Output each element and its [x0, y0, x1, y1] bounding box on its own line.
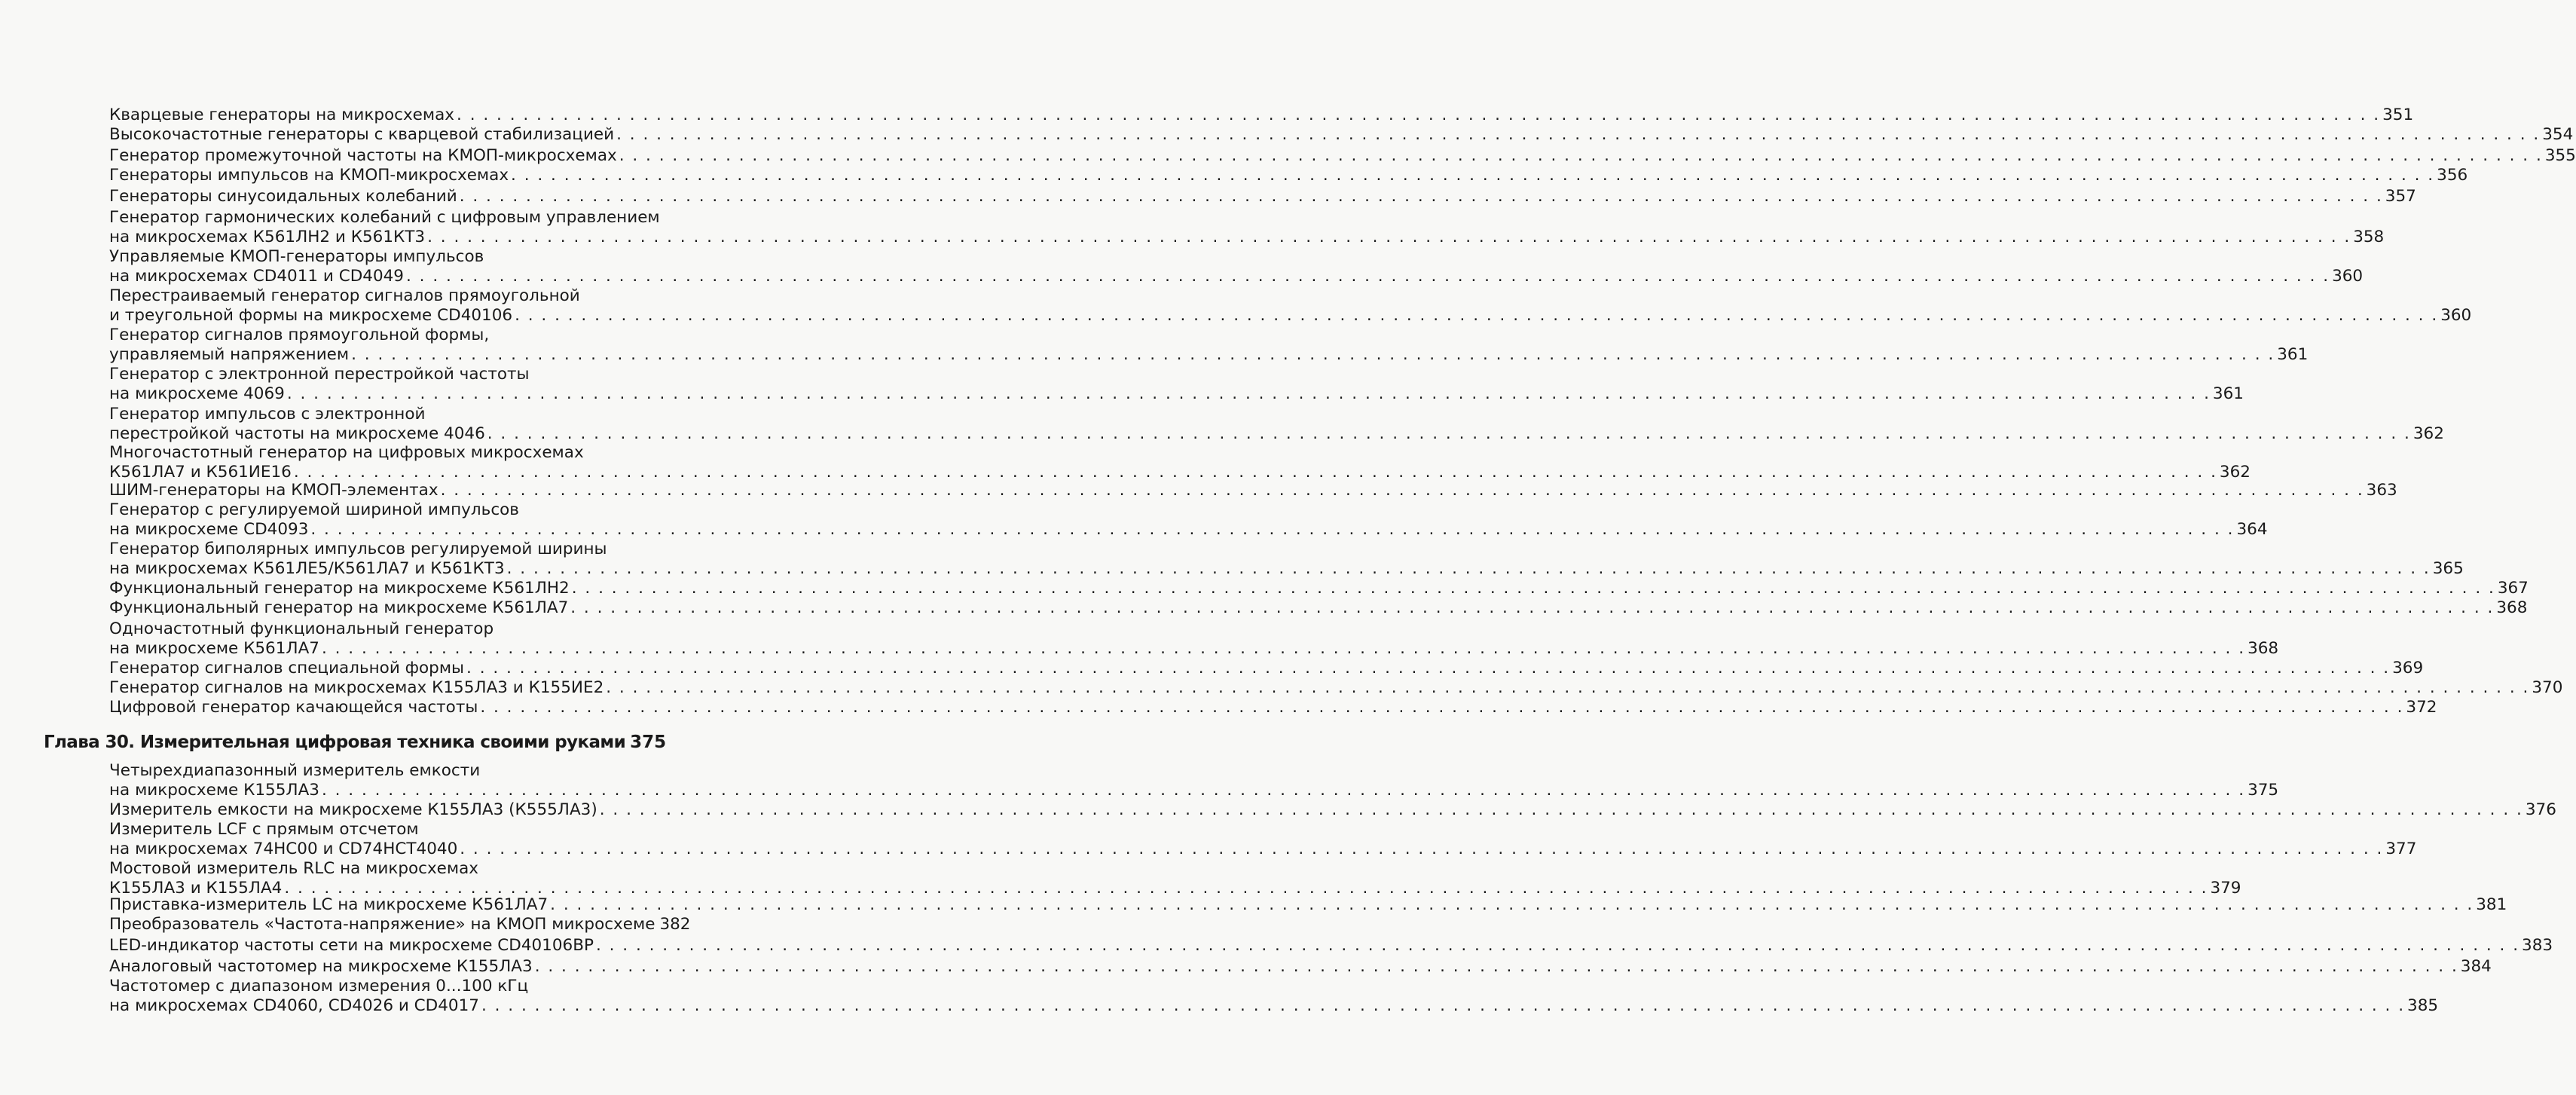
toc-entry-row: [109, 187, 2416, 206]
dot-leader: . . . . . . . . . . . . . . . . . . . . . . . . . . . . . . . . . . . . . . . . . . . . . . . . . . . . . . . . . . . . . . . . . . . . . . . . . . . . . . . . . . . . . . . . . . . . . . . . . . . . . . . . . . . . . . . . . . . . . . . . . . . . . . . . . . . . . . . . . . . . . . . . .: [534, 957, 2458, 976]
chapter-heading: [44, 731, 665, 754]
toc-entry: [109, 443, 2251, 482]
dot-leader: . . . . . . . . . . . . . . . . . . . . . . . . . . . . . . . . . . . . . . . . . . . . . . . . . . . . . . . . . . . . . . . . . . . . . . . . . . . . . . . . . . . . . . . . . . . . . . . . . . . . . . . . . . . . . . . . . . . . . . . . . . . . . . . . . . . . . . . . . . . . . . . . .: [351, 345, 2275, 364]
toc-entry-row: [109, 579, 2529, 598]
toc-page-number: 351: [2382, 106, 2414, 124]
toc-page-number: 355: [2544, 146, 2576, 165]
dot-leader: . . . . . . . . . . . . . . . . . . . . . . . . . . . . . . . . . . . . . . . . . . . . . . . . . . . . . . . . . . . . . . . . . . . . . . . . . . . . . . . . . . . . . . . . . . . . . . . . . . . . . . . . . . . . . . . . . . . . . . . . . . . . . . . . . . . . . . . . . . . . . . . . .: [550, 895, 2474, 914]
toc-entry-row: [109, 228, 2385, 247]
toc-entry-text: Мостовой измеритель RLC на микросхемах: [109, 859, 479, 878]
dot-leader: . . . . . . . . . . . . . . . . . . . . . . . . . . . . . . . . . . . . . . . . . . . . . . . . . . . . . . . . . . . . . . . . . . . . . . . . . . . . . . . . . . . . . . . . . . . . . . . . . . . . . . . . . . . . . . . . . . . . . . . . . . . . . . . . . . . . . . . . . . . . . . . . .: [595, 936, 2520, 955]
toc-entry: [109, 895, 2507, 915]
toc-entry-text: Одночастотный функциональный генератор: [109, 619, 494, 638]
toc-page-number: 361: [2212, 384, 2244, 403]
toc-entry-row: [109, 781, 2279, 800]
toc-entry: [109, 659, 2424, 678]
toc-entry-text: Генератор гармонических колебаний с цифровым управлением: [109, 208, 660, 227]
dot-leader: . . . . . . . . . . . . . . . . . . . . . . . . . . . . . . . . . . . . . . . . . . . . . . . . . . . . . . . . . . . . . . . . . . . . . . . . . . . . . . . . . . . . . . . . . . . . . . . . . . . . . . . . . . . . . . . . . . . . . . . . . . . . . . . . . . . . . . . . . . . . . . . . .: [616, 125, 2541, 144]
toc-page-number: 362: [2413, 424, 2444, 443]
toc-page-number: 381: [2476, 895, 2507, 914]
toc-page-number: 370: [2532, 678, 2563, 697]
toc-entry-text: Генератор с регулируемой шириной импульсов: [109, 500, 519, 519]
dot-leader: . . . . . . . . . . . . . . . . . . . . . . . . . . . . . . . . . . . . . . . . . . . . . . . . . . . . . . . . . . . . . . . . . . . . . . . . . . . . . . . . . . . . . . . . . . . . . . . . . . . . . . . . . . . . . . . . . . . . . . . . . . . . . . . . . . . . . . . . . . . . . . . . .: [606, 678, 2530, 697]
toc-entry-text: Генераторы импульсов на КМОП-микросхемах: [109, 166, 509, 185]
toc-entry-row: [109, 125, 2574, 145]
dot-leader: . . . . . . . . . . . . . . . . . . . . . . . . . . . . . . . . . . . . . . . . . . . . . . . . . . . . . . . . . . . . . . . . . . . . . . . . . . . . . . . . . . . . . . . . . . . . . . . . . . . . . . . . . . . . . . . . . . . . . . . . . . . . . . . . . . . . . . . . . . . . . . . . .: [310, 520, 2235, 539]
toc-entry-text: и треугольной формы на микросхеме CD40106: [109, 306, 513, 325]
toc-entry: [109, 187, 2416, 206]
toc-entry-row: [109, 915, 691, 934]
dot-leader: . . . . . . . . . . . . . . . . . . . . . . . . . . . . . . . . . . . . . . . . . . . . . . . . . . . . . . . . . . . . . . . . . . . . . . . . . . . . . . . . . . . . . . . . . . . . . . . . . . . . . . . . . . . . . . . . . . . . . . . . . . . . . . . . . . . . . . . . . . . . . . . . .: [480, 698, 2404, 717]
toc-entry: [109, 915, 691, 934]
toc-entry-row: [109, 996, 2439, 1016]
toc-page-number: 358: [2353, 228, 2385, 246]
toc-entry: [109, 365, 2244, 404]
toc-entry: [109, 619, 2279, 659]
toc-entry: [109, 125, 2574, 145]
toc-entry-text: К155ЛА3 и К155ЛА4: [109, 879, 283, 898]
toc-entry-row: [109, 520, 2268, 540]
toc-entry-text: ШИМ-генераторы на КМОП-элементах: [109, 481, 439, 500]
dot-leader: . . . . . . . . . . . . . . . . . . . . . . . . . . . . . . . . . . . . . . . . . . . . . . . . . . . . . . . . . . . . . . . . . . . . . . . . . . . . . . . . . . . . . . . . . . . . . . . . . . . . . . . . . . . . . . . . . . . . . . . . . . . . . . . . . . . . . . . . . . . . . . . . .: [511, 166, 2435, 185]
toc-entry-text: на микросхеме К155ЛА3: [109, 781, 319, 800]
dot-leader: . . . . . . . . . . . . . . . . . . . . . . . . . . . . . . . . . . . . . . . . . . . . . . . . . . . . . . . . . . . . . . . . . . . . . . . . . . . . . . . . . . . . . . . . . . . . . . . . . . . . . . . . . . . . . . . . . . . . . . . . . . . . . . . . . . . . . . . . . . . . . . . . .: [284, 879, 2208, 898]
toc-entry-text: LED-индикатор частоты сети на микросхеме CD40106BP: [109, 936, 594, 955]
toc-entry: [109, 678, 2563, 698]
toc-entry-row: [109, 800, 2556, 820]
toc-page-number: 372: [2406, 698, 2437, 717]
toc-entry: [109, 936, 2553, 956]
chapter-page-number: 375: [630, 733, 667, 752]
dot-leader: . . . . . . . . . . . . . . . . . . . . . . . . . . . . . . . . . . . . . . . . . . . . . . . . . . . . . . . . . . . . . . . . . . . . . . . . . . . . . . . . . . . . . . . . . . . . . . . . . . . . . . . . . . . . . . . . . . . . . . . . . . . . . . . . . . . . . . . . . . . . . . . . .: [427, 228, 2351, 246]
toc-entry-row: [109, 559, 2464, 579]
toc-entry-row: [109, 936, 2553, 956]
dot-leader: . . . . . . . . . . . . . . . . . . . . . . . . . . . . . . . . . . . . . . . . . . . . . . . . . . . . . . . . . . . . . . . . . . . . . . . . . . . . . . . . . . . . . . . . . . . . . . . . . . . . . . . . . . . . . . . . . . . . . . . . . . . . . . . . . . . . . . . . . . . . . . . . .: [506, 559, 2431, 578]
toc-page-number: 356: [2437, 166, 2468, 185]
toc-entry-row: [109, 678, 2563, 698]
toc-page-number: 376: [2525, 800, 2556, 819]
toc-entry: [109, 106, 2414, 125]
toc-page-number: 383: [2522, 936, 2553, 955]
toc-entry-text: Четырехдиапазонный измеритель емкости: [109, 761, 481, 780]
toc-entry: [109, 761, 2279, 800]
toc-entry: [109, 481, 2397, 500]
toc-entry-row: [109, 698, 2437, 717]
toc-entry: [109, 286, 2472, 326]
toc-page-number: 361: [2277, 345, 2309, 364]
toc-entry-row: [109, 659, 2424, 678]
toc-entry-text: Перестраиваемый генератор сигналов прямоугольной: [109, 286, 580, 305]
toc-entry: [109, 579, 2529, 598]
dot-leader: . . . . . . . . . . . . . . . . . . . . . . . . . . . . . . . . . . . . . . . . . . . . . . . . . . . . . . . . . . . . . . . . . . . . . . . . . . . . . . . . . . . . . . . . . . . . . . . . . . . . . . . . . . . . . . . . . . . . . . . . . . . . . . . . . . . . . . . . . . . . . . . . .: [440, 481, 2364, 500]
toc-entry-text: Высокочастотные генераторы с кварцевой стабилизацией: [109, 125, 615, 144]
toc-page-number: 367: [2497, 579, 2529, 598]
toc-entry-text: управляемый напряжением: [109, 345, 350, 364]
toc-entry: [109, 405, 2444, 444]
dot-leader: . . . . . . . . . . . . . . . . . . . . . . . . . . . . . . . . . . . . . . . . . . . . . . . . . . . . . . . . . . . . . . . . . . . . . . . . . . . . . . . . . . . . . . . . . . . . . . . . . . . . . . . . . . . . . . . . . . . . . . . . . . . . . . . . . . . . . . . . . . . . . . . . .: [286, 384, 2211, 403]
toc-entry-text: Измеритель LCF с прямым отсчетом: [109, 820, 419, 839]
toc-entry-text: Преобразователь «Частота-напряжение» на КМОП микросхеме: [109, 915, 655, 934]
toc-entry-row: [109, 345, 2309, 365]
toc-entry-text: на микросхемах К561ЛН2 и К561КТ3: [109, 228, 426, 246]
dot-leader: . . . . . . . . . . . . . . . . . . . . . . . . . . . . . . . . . . . . . . . . . . . . . . . . . . . . . . . . . . . . . . . . . . . . . . . . . . . . . . . . . . . . . . . . . . . . . . . . . . . . . . . . . . . . . . . . . . . . . . . . . . . . . . . . . . . . . . . . . . . . . . . . .: [487, 424, 2411, 443]
toc-entry-text: Частотомер с диапазоном измерения 0...100 кГц: [109, 977, 529, 996]
toc-entry-row: [109, 166, 2468, 185]
dot-leader: . . . . . . . . . . . . . . . . . . . . . . . . . . . . . . . . . . . . . . . . . . . . . . . . . . . . . . . . . . . . . . . . . . . . . . . . . . . . . . . . . . . . . . . . . . . . . . . . . . . . . . . . . . . . . . . . . . . . . . . . . . . . . . . . . . . . . . . . . . . . . . . . .: [570, 598, 2495, 617]
toc-entry: [109, 698, 2437, 717]
toc-entry-text: Управляемые КМОП-генераторы импульсов: [109, 247, 484, 266]
toc-entry: [109, 800, 2556, 820]
toc-entry: [109, 977, 2439, 1016]
toc-entry-text: Многочастотный генератор на цифровых микросхемах: [109, 443, 584, 462]
toc-page-number: 382: [659, 915, 691, 934]
toc-page-number: 368: [2496, 598, 2528, 617]
dot-leader: . . . . . . . . . . . . . . . . . . . . . . . . . . . . . . . . . . . . . . . . . . . . . . . . . . . . . . . . . . . . . . . . . . . . . . . . . . . . . . . . . . . . . . . . . . . . . . . . . . . . . . . . . . . . . . . . . . . . . . . . . . . . . . . . . . . . . . . . . . . . . . . . .: [405, 267, 2330, 286]
toc-entry-text: Генератор сигналов на микросхемах К155ЛА3 и К155ИЕ2: [109, 678, 604, 697]
toc-entry: [109, 957, 2492, 977]
toc-entry-text: К561ЛА7 и К561ИЕ16: [109, 463, 292, 482]
toc-entry-text: Кварцевые генераторы на микросхемах: [109, 106, 455, 124]
toc-page-number: 365: [2432, 559, 2464, 578]
toc-entry: [109, 540, 2464, 579]
toc-entry-text: Аналоговый частотомер на микросхеме К155ЛА3: [109, 957, 533, 976]
dot-leader: . . . . . . . . . . . . . . . . . . . . . . . . . . . . . . . . . . . . . . . . . . . . . . . . . . . . . . . . . . . . . . . . . . . . . . . . . . . . . . . . . . . . . . . . . . . . . . . . . . . . . . . . . . . . . . . . . . . . . . . . . . . . . . . . . . . . . . . . . . . . . . . . .: [481, 996, 2406, 1015]
dot-leader: . . . . . . . . . . . . . . . . . . . . . . . . . . . . . . . . . . . . . . . . . . . . . . . . . . . . . . . . . . . . . . . . . . . . . . . . . . . . . . . . . . . . . . . . . . . . . . . . . . . . . . . . . . . . . . . . . . . . . . . . . . . . . . . . . . . . . . . . . . . . . . . . .: [459, 187, 2383, 206]
toc-entry: [109, 146, 2576, 166]
toc-entry: [109, 208, 2385, 247]
toc-entry: [109, 326, 2309, 365]
toc-entry-text: на микросхеме CD4093: [109, 520, 309, 539]
toc-entry-text: на микросхемах CD4060, CD4026 и CD4017: [109, 996, 479, 1015]
toc-page-number: 379: [2210, 879, 2241, 898]
toc-entry-row: [109, 598, 2528, 618]
toc-entry: [109, 247, 2364, 286]
dot-leader: . . . . . . . . . . . . . . . . . . . . . . . . . . . . . . . . . . . . . . . . . . . . . . . . . . . . . . . . . . . . . . . . . . . . . . . . . . . . . . . . . . . . . . . . . . . . . . . . . . . . . . . . . . . . . . . . . . . . . . . . . . . . . . . . . . . . . . . . . . . . . . . . .: [466, 659, 2391, 677]
toc-entry-text: Генератор промежуточной частоты на КМОП-микросхемах: [109, 146, 617, 165]
toc-entry: [109, 500, 2268, 540]
toc-entry-row: [109, 463, 2251, 482]
toc-entry-text: Генератор импульсов с электронной: [109, 405, 426, 424]
dot-leader: . . . . . . . . . . . . . . . . . . . . . . . . . . . . . . . . . . . . . . . . . . . . . . . . . . . . . . . . . . . . . . . . . . . . . . . . . . . . . . . . . . . . . . . . . . . . . . . . . . . . . . . . . . . . . . . . . . . . . . . . . . . . . . . . . . . . . . . . . . . . . . . . .: [457, 106, 2381, 124]
toc-entry-text: на микросхеме 4069: [109, 384, 285, 403]
toc-entry-text: Функциональный генератор на микросхеме К561ЛН2: [109, 579, 570, 598]
dot-leader: . . . . . . . . . . . . . . . . . . . . . . . . . . . . . . . . . . . . . . . . . . . . . . . . . . . . . . . . . . . . . . . . . . . . . . . . . . . . . . . . . . . . . . . . . . . . . . . . . . . . . . . . . . . . . . . . . . . . . . . . . . . . . . . . . . . . . . . . . . . . . . . . .: [515, 306, 2439, 325]
toc-page-number: 369: [2392, 659, 2424, 677]
toc-entry-text: на микросхемах CD4011 и CD4049: [109, 267, 404, 286]
toc-entry-text: на микросхемах К561ЛЕ5/К561ЛА7 и К561КТ3: [109, 559, 505, 578]
toc-entry-text: Генератор сигналов прямоугольной формы,: [109, 326, 490, 344]
toc-entry-text: Генераторы синусоидальных колебаний: [109, 187, 457, 206]
toc-entry: [109, 820, 2417, 859]
toc-page-number: 375: [2248, 781, 2279, 800]
toc-entry-row: [109, 146, 2576, 166]
toc-page-number: 377: [2385, 840, 2417, 858]
toc-entry-row: [109, 306, 2472, 326]
toc-entry-text: Приставка-измеритель LC на микросхеме К561ЛА7: [109, 895, 549, 914]
dot-leader: . . . . . . . . . . . . . . . . . . . . . . . . . . . . . . . . . . . . . . . . . . . . . . . . . . . . . . . . . . . . . . . . . . . . . . . . . . . . . . . . . . . . . . . . . . . . . . . . . . . . . . . . . . . . . . . . . . . . . . . . . . . . . . . . . . . . . . . . . . . . . . . . .: [599, 800, 2523, 819]
toc-entry-text: Измеритель емкости на микросхеме К155ЛА3 (К555ЛА3): [109, 800, 597, 819]
toc-entry-text: Генератор с электронной перестройкой частоты: [109, 365, 530, 384]
toc-entry-text: Цифровой генератор качающейся частоты: [109, 698, 478, 717]
toc-entry-row: [109, 895, 2507, 915]
toc-entry: [109, 598, 2528, 618]
toc-entry-row: [109, 106, 2414, 125]
toc-page-number: 363: [2366, 481, 2397, 500]
toc-page-number: 384: [2460, 957, 2492, 976]
toc-entry: [109, 859, 2241, 898]
toc-entry: [109, 166, 2468, 185]
toc-page-number: 364: [2236, 520, 2268, 539]
toc-entry-row: [109, 957, 2492, 977]
chapter-title: Глава 30. Измерительная цифровая техника своими руками: [44, 733, 626, 752]
toc-page-number: 357: [2385, 187, 2416, 206]
dot-leader: . . . . . . . . . . . . . . . . . . . . . . . . . . . . . . . . . . . . . . . . . . . . . . . . . . . . . . . . . . . . . . . . . . . . . . . . . . . . . . . . . . . . . . . . . . . . . . . . . . . . . . . . . . . . . . . . . . . . . . . . . . . . . . . . . . . . . . . . . . . . . . . . .: [321, 781, 2246, 800]
toc-page-number: 360: [2440, 306, 2472, 325]
dot-leader: . . . . . . . . . . . . . . . . . . . . . . . . . . . . . . . . . . . . . . . . . . . . . . . . . . . . . . . . . . . . . . . . . . . . . . . . . . . . . . . . . . . . . . . . . . . . . . . . . . . . . . . . . . . . . . . . . . . . . . . . . . . . . . . . . . . . . . . . . . . . . . . . .: [571, 579, 2495, 598]
toc-entry-row: [109, 424, 2444, 444]
toc-entry-text: перестройкой частоты на микросхеме 4046: [109, 424, 485, 443]
dot-leader: . . . . . . . . . . . . . . . . . . . . . . . . . . . . . . . . . . . . . . . . . . . . . . . . . . . . . . . . . . . . . . . . . . . . . . . . . . . . . . . . . . . . . . . . . . . . . . . . . . . . . . . . . . . . . . . . . . . . . . . . . . . . . . . . . . . . . . . . . . . . . . . . .: [619, 146, 2543, 165]
toc-page-number: 360: [2332, 267, 2364, 286]
toc-entry-row: [109, 639, 2279, 659]
toc-entry-text: Генератор сигналов специальной формы: [109, 659, 465, 677]
toc-entry-row: [109, 384, 2244, 404]
dot-leader: . . . . . . . . . . . . . . . . . . . . . . . . . . . . . . . . . . . . . . . . . . . . . . . . . . . . . . . . . . . . . . . . . . . . . . . . . . . . . . . . . . . . . . . . . . . . . . . . . . . . . . . . . . . . . . . . . . . . . . . . . . . . . . . . . . . . . . . . . . . . . . . . .: [321, 639, 2246, 658]
dot-leader: . . . . . . . . . . . . . . . . . . . . . . . . . . . . . . . . . . . . . . . . . . . . . . . . . . . . . . . . . . . . . . . . . . . . . . . . . . . . . . . . . . . . . . . . . . . . . . . . . . . . . . . . . . . . . . . . . . . . . . . . . . . . . . . . . . . . . . . . . . . . . . . . .: [460, 840, 2384, 858]
toc-entry-row: [109, 481, 2397, 500]
dot-leader: . . . . . . . . . . . . . . . . . . . . . . . . . . . . . . . . . . . . . . . . . . . . . . . . . . . . . . . . . . . . . . . . . . . . . . . . . . . . . . . . . . . . . . . . . . . . . . . . . . . . . . . . . . . . . . . . . . . . . . . . . . . . . . . . . . . . . . . . . . . . . . . . .: [293, 463, 2217, 482]
toc-entry-row: [109, 840, 2417, 859]
toc-page-number: 385: [2407, 996, 2439, 1015]
toc-page-number: 362: [2219, 463, 2251, 482]
toc-entry-text: Генератор биполярных импульсов регулируемой ширины: [109, 540, 607, 558]
toc-entry-text: Функциональный генератор на микросхеме К561ЛА7: [109, 598, 569, 617]
toc-entry-text: на микросхеме К561ЛА7: [109, 639, 319, 658]
toc-page-number: 354: [2542, 125, 2574, 144]
toc-entry-text: на микросхемах 74НС00 и CD74HCT4040: [109, 840, 458, 858]
toc-entry-row: [109, 267, 2364, 286]
toc-page-number: 368: [2248, 639, 2279, 658]
